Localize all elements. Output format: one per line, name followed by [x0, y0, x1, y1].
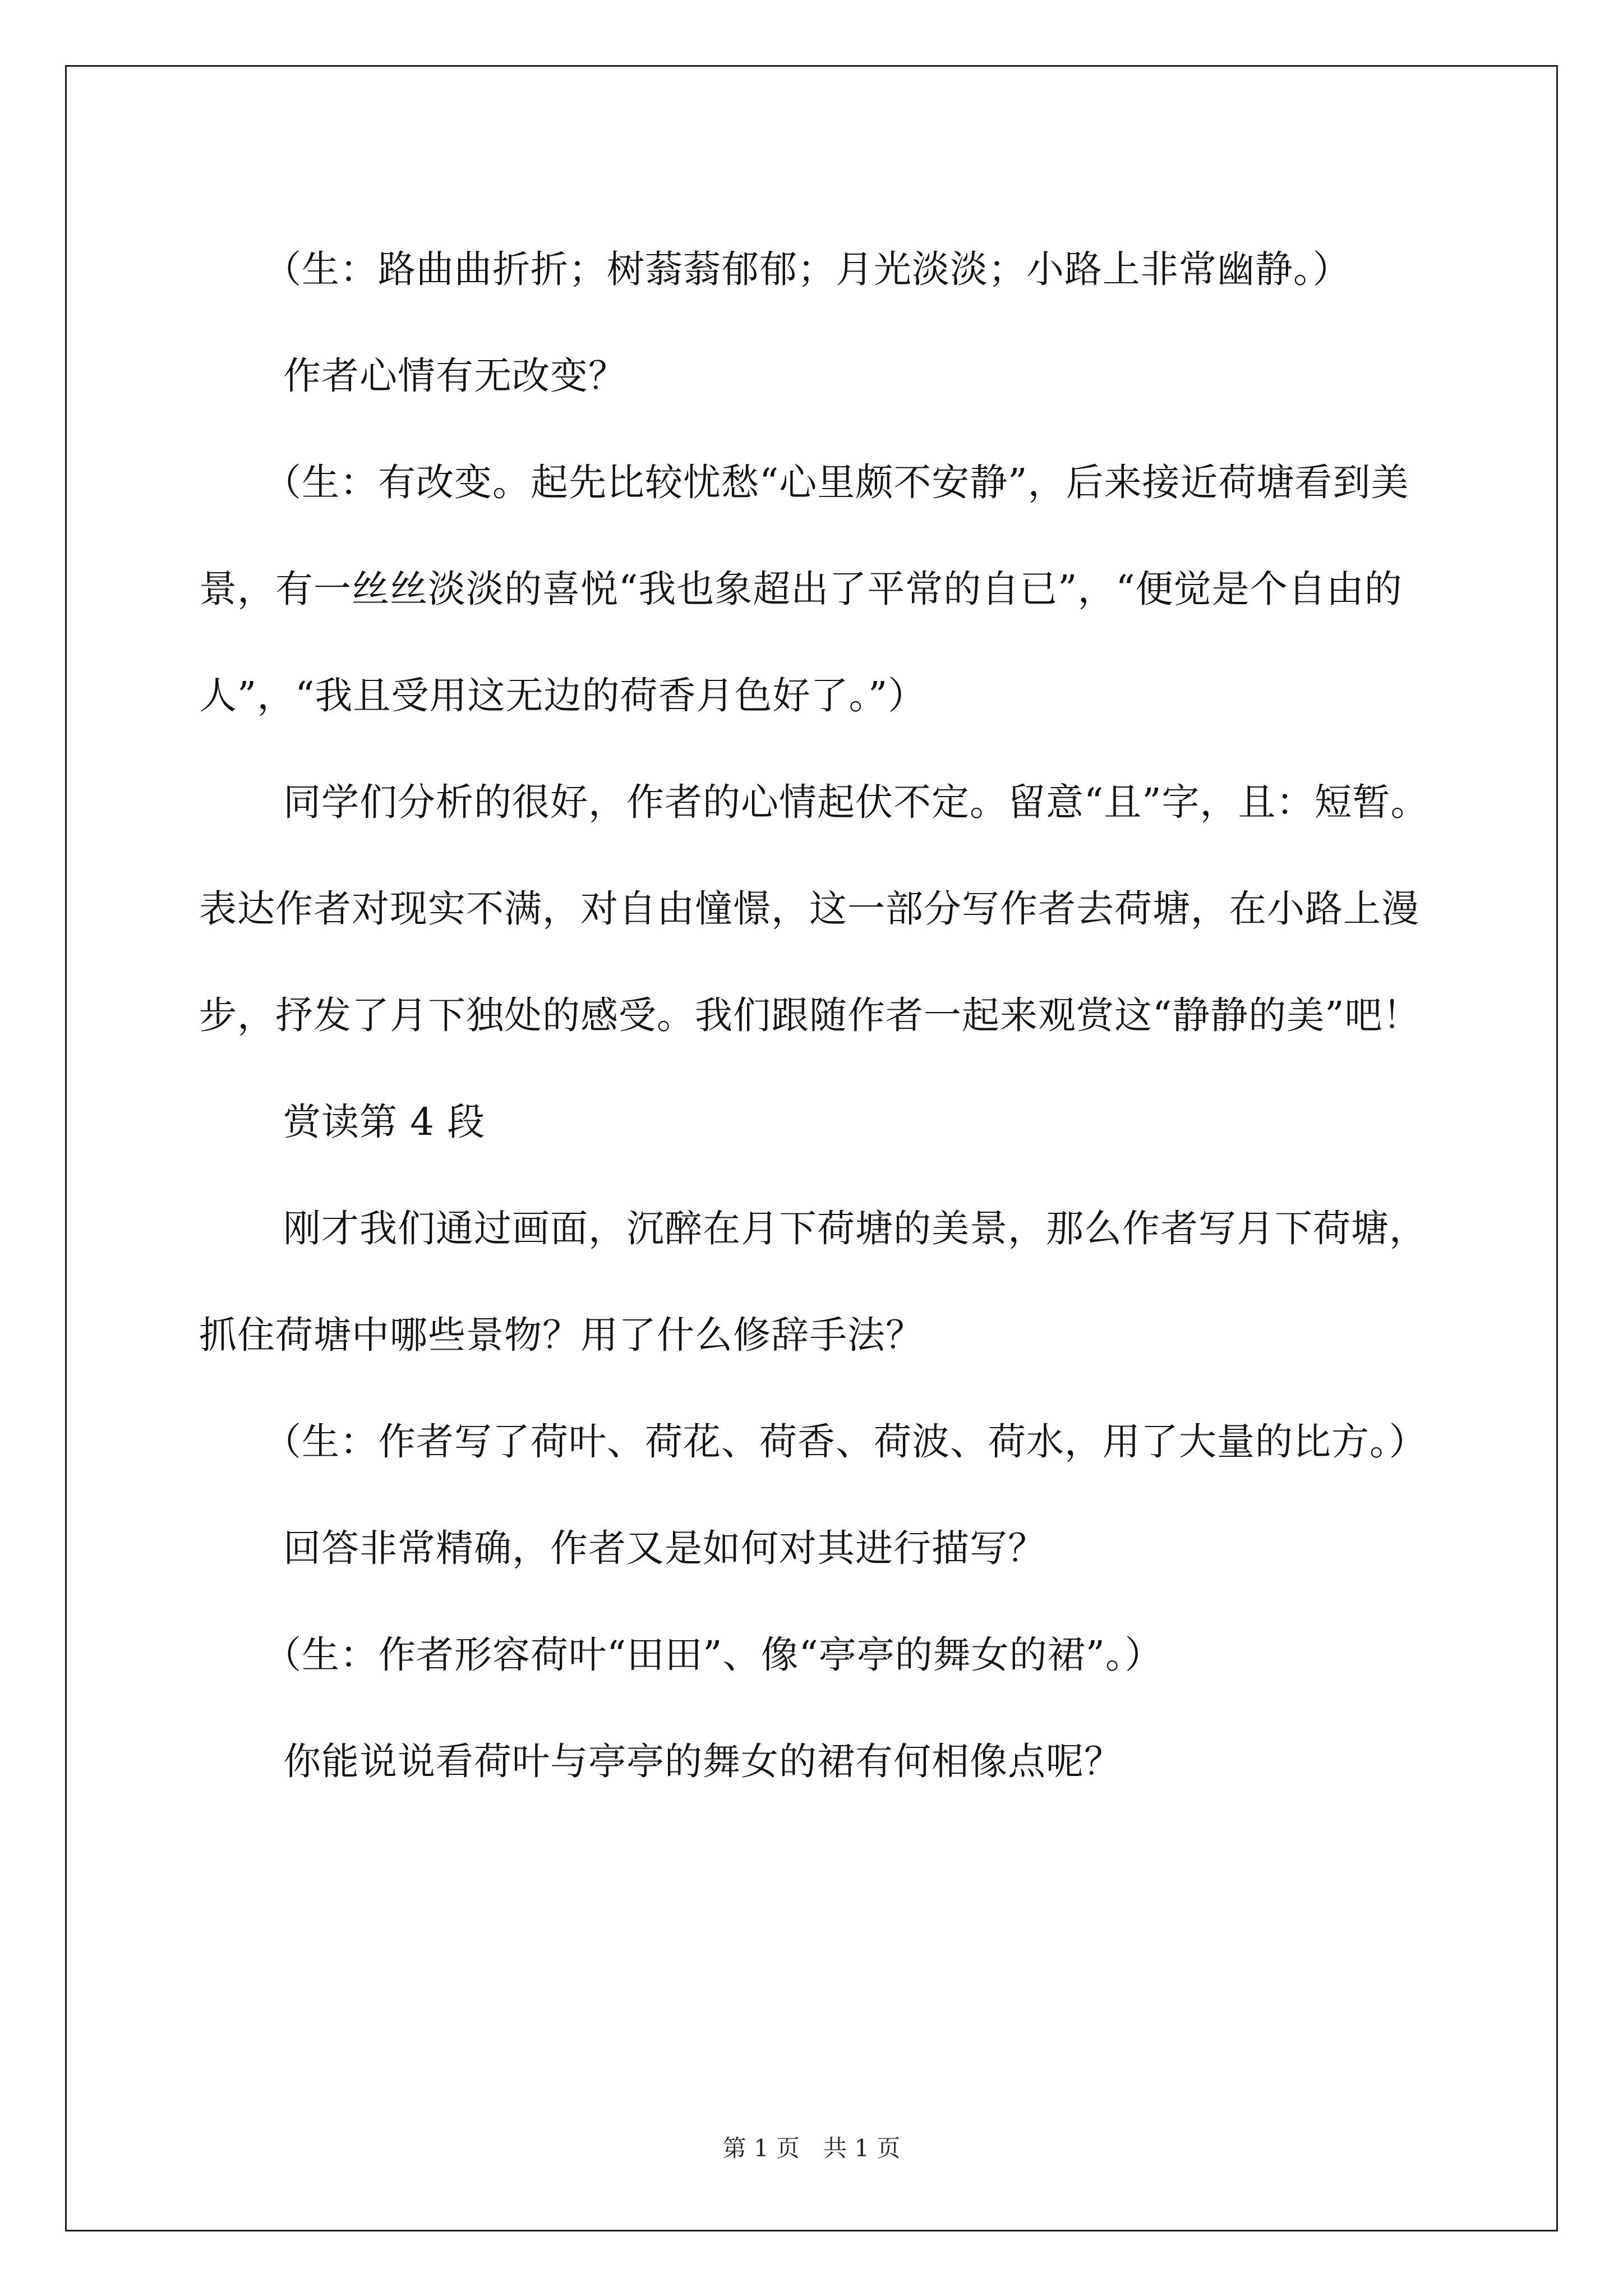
document-body [199, 216, 1441, 1815]
paragraph-teacher-analysis: 同学们分析的很好，作者的心情起伏不定。留意“且”字，且：短暂。表达作者对现实不满，对自由憧憬，这一部分写作者去荷塘，在小路上漫步，抒发了月下独处的感受。我们跟随作者一起来观赏这“静静的美”吧！ [199, 780, 1429, 1037]
paragraph-question-scenery: 刚才我们通过画面，沉醉在月下荷塘的美景，那么作者写月下荷塘，抓住荷塘中哪些景物？用了什么修辞手法？ [199, 1207, 1427, 1357]
page-number-footer: 第 1 页 共 1 页 [722, 2134, 901, 2162]
paragraph-student-answer-scenery: （生：作者写了荷叶、荷花、荷香、荷波、荷水，用了大量的比方。） [264, 1420, 1427, 1464]
paragraph-student-answer-leaves: （生：作者形容荷叶“田田”、像“亭亭的舞女的裙”。） [264, 1633, 1163, 1677]
paragraph-question-description: 回答非常精确，作者又是如何对其进行描写？ [283, 1526, 1046, 1570]
paragraph-question-similarity: 你能说说看荷叶与亭亭的舞女的裙有何相像点呢？ [283, 1740, 1122, 1783]
paragraph-student-answer-path: （生：路曲曲折折；树蓊蓊郁郁；月光淡淡；小路上非常幽静。） [264, 247, 1351, 291]
paragraph-student-answer-mood: （生：有改变。起先比较忧愁“心里颇不安静”，后来接近荷塘看到美景，有一丝丝淡淡的喜悦“我也象超出了平常的自已”，“便觉是个自由的人”，“我且受用这无边的荷香月色好了。”） [199, 461, 1409, 717]
paragraph-question-mood: 作者心情有无改变？ [283, 354, 626, 398]
paragraph-section-heading: 赏读第 4 段 [283, 1100, 486, 1144]
